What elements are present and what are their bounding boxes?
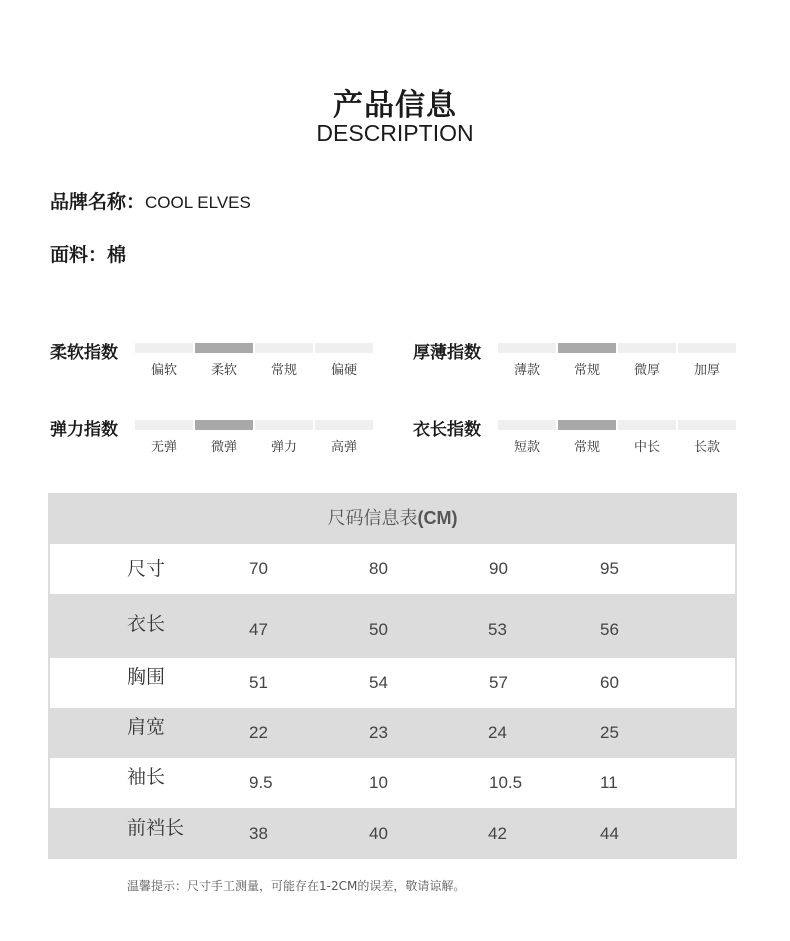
meter-bars [135,343,375,378]
meter-bars [498,343,738,378]
brand-row [50,187,251,214]
size-table-title [48,493,737,543]
meter-segment [315,420,373,430]
table-cell: 24 [488,723,507,742]
page-title: 产品信息 [333,88,457,123]
softness-meter [50,338,380,378]
material-row [50,240,126,267]
table-cell: 42 [488,824,507,843]
meter-label: 柔软指数 [50,343,118,363]
table-cell: 40 [369,824,388,843]
meter-segment [195,420,253,430]
row-label: 尺寸 [127,558,166,580]
material-label: 面料： [50,244,108,266]
row-label: 胸围 [127,666,166,688]
meter-segment [618,420,676,430]
meter-option: 偏硬 [330,363,357,378]
meter-segment [498,343,556,353]
table-cell: 53 [488,620,507,639]
table-cell: 47 [249,620,268,639]
meter-option: 薄款 [513,363,540,378]
meter-segment [678,420,736,430]
table-row [50,544,735,594]
table-row [50,658,735,708]
meter-segment [558,420,616,430]
meter-bars [135,420,375,455]
meter-option: 常规 [573,440,600,455]
length-meter [413,415,743,455]
table-cell: 25 [600,723,619,742]
meter-option: 长款 [693,440,720,455]
row-label: 肩宽 [127,716,166,738]
meter-option: 弹力 [270,440,297,455]
meter-option: 微厚 [633,363,660,378]
meter-segment [135,420,193,430]
table-cell: 60 [600,673,619,692]
material-value: 棉 [107,244,127,266]
meter-option: 柔软 [210,363,237,378]
meter-option: 高弹 [330,440,357,455]
elasticity-meter [50,415,380,455]
table-cell: 44 [600,824,619,843]
meter-segment [315,343,373,353]
table-cell: 23 [369,723,388,742]
meter-option: 短款 [513,440,540,455]
table-cell: 22 [249,723,268,742]
meter-label: 厚薄指数 [413,343,481,363]
meter-option: 中长 [633,440,660,455]
table-cell: 57 [489,673,508,692]
meter-segment [498,420,556,430]
row-label: 前裆长 [127,817,185,839]
meter-segment [255,420,313,430]
table-cell: 90 [489,559,508,578]
page-subtitle: DESCRIPTION [316,120,474,146]
table-cell: 50 [369,620,388,639]
meter-option: 常规 [270,363,297,378]
meter-option: 加厚 [693,363,720,378]
meter-bars [498,420,738,455]
table-cell: 11 [600,773,618,792]
table-row [48,605,737,655]
meter-option: 无弹 [150,440,177,455]
table-cell: 38 [249,824,268,843]
table-row [50,758,735,808]
table-row [48,809,737,859]
size-table [48,493,737,859]
measurement-note: 温馨提示：尺寸手工测量，可能存在1-2CM的误差，敬请谅解。 [127,879,466,893]
meter-label: 弹力指数 [50,420,118,440]
meter-option: 常规 [573,363,600,378]
meter-label: 衣长指数 [413,420,481,440]
brand-value: COOL ELVES [145,193,251,212]
table-cell: 54 [369,673,388,692]
meter-segment [558,343,616,353]
table-row [48,708,737,758]
table-cell: 9.5 [249,773,273,792]
table-cell: 10.5 [489,773,523,792]
meter-segment [678,343,736,353]
size-table-unit: (CM) [417,508,458,528]
row-label: 衣长 [127,613,166,635]
row-label: 袖长 [127,766,166,788]
table-cell: 51 [249,673,268,692]
brand-label: 品牌名称： [50,191,146,213]
thickness-meter [413,338,743,378]
size-table-title-text: 尺码信息表 [327,508,418,529]
meter-option: 微弹 [210,440,237,455]
table-cell: 80 [369,559,388,578]
meter-segment [195,343,253,353]
table-cell: 95 [600,559,619,578]
table-cell: 56 [600,620,619,639]
meter-segment [618,343,676,353]
meter-segment [135,343,193,353]
meter-segment [255,343,313,353]
meter-option: 偏软 [150,363,177,378]
table-cell: 10 [369,773,388,792]
table-cell: 70 [249,559,268,578]
